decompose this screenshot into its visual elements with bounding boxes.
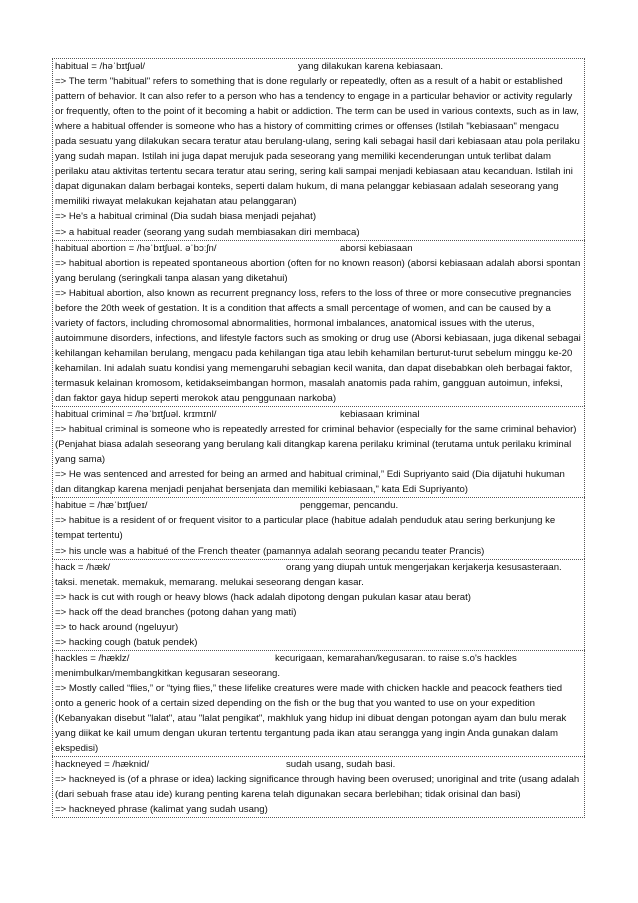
entry-line: => He's a habitual criminal (Dia sudah biasa menjadi pejahat) xyxy=(55,211,317,223)
entry-line: => He was sentenced and arrested for being an armed and habitual criminal,” Edi Supriyanto said (Dia dijatuhi hukuman dan ditangkap karena menjadi penjahat bersenjata dan memiliki kebiasaan," kata Edi Supriyanto) xyxy=(55,469,565,496)
entry-line: => to hack around (ngeluyur) xyxy=(55,621,179,633)
entry-headline xyxy=(55,757,581,772)
entry-line: => hacking cough (batuk pendek) xyxy=(55,636,198,648)
entry-meaning: penggemar, pencandu. xyxy=(300,500,399,512)
entry-line: => habitual criminal is someone who is repeatedly arrested for criminal behavior (especially for the same criminal behavior) (Penjahat biasa adalah seseorang yang berulang kali ditangkap karena perilaku kriminal (terutama untuk perilaku kriminal yang sama) xyxy=(55,424,577,466)
entry-line: => a habitual reader (seorang yang sudah membiasakan diri membaca) xyxy=(55,226,360,238)
entry-term: hack = /hæk/ xyxy=(55,561,111,573)
entry-line: => Mostly called “flies,” or “tying flies,” these lifelike creatures were made with chicken hackle and peacock feathers tied onto a generic hook of a certain sized depending on the fish or the bug that you wanted to use on your expedition (Kebanyakan disebut "lalat", atau "lalat pengikat", makhluk yang hidup ini dibuat dengan potongan ayam dan bulu merak yang diikat ke kail umum dengan ukuran tertentu tergantung pada ikan atau serangga yang ingin Anda gunakan dalam ekspedisi) xyxy=(55,682,567,755)
entry-line: => his uncle was a habitué of the French theater (pamannya adalah seorang pecandu teater Prancis) xyxy=(55,545,485,557)
entry-meaning: kecurigaan, kemarahan/kegusaran. to raise s.o's hackles xyxy=(275,652,517,664)
entry-line: => The term "habitual" refers to something that is done regularly or repeatedly, often as a result of a habit or established pattern of behavior. It can also refer to a person who has a tendency to engage in a particular behavior or activity regularly or frequently, often to the point of it becoming a habit or addiction. The term can be used in various contexts, such as in law, where a habitual offender is someone who has a history of committing crimes or offenses (Istilah "kebiasaan" mengacu pada sesuatu yang dilakukan secara teratur atau berulang-ulang, sering kali sebagai hasil dari kebiasaan atau pola perilaku yang sudah mapan. Istilah ini juga dapat merujuk pada seseorang yang memiliki kecenderungan untuk terlibat dalam perilaku atau aktivitas tertentu secara teratur atau sering, sering kali sampai menjadi kebiasaan atau kecanduan. Istilah ini dapat digunakan dalam berbagai konteks, seperti dalam hukum, di mana pelanggar kebiasaan adalah seseorang yang memiliki riwayat melakukan kejahatan atau pelanggaran) xyxy=(55,76,580,208)
entry-headline xyxy=(55,241,581,256)
entry-meaning: orang yang diupah untuk mengerjakan kerjakerja kesusasteraan. xyxy=(286,561,562,573)
dictionary-entry xyxy=(52,58,585,240)
entry-line: => hackneyed is (of a phrase or idea) lacking significance through having been overused; unoriginal and trite (usang adalah (dari sebuah frase atau ide) kurang penting karena telah digunakan secara berlebihan; tidak orisinal dan basi) xyxy=(55,774,580,801)
entry-meaning: kebiasaan kriminal xyxy=(340,409,420,421)
dictionary-entry xyxy=(52,756,585,818)
entry-line: => Habitual abortion, also known as recurrent pregnancy loss, refers to the loss of three or more consecutive pregnancies before the 20th week of gestation. It is a condition that affects a small percentage of women, and can be caused by a variety of factors, including chromosomal abnormalities, hormonal imbalances, anatomical issues with the uterus, autoimmune disorders, infections, and lifestyle factors such as smoking or drug use (Aborsi kebiasaan, juga dikenal sebagai kehilangan kehamilan berulang, mengacu pada kehilangan tiga atau lebih kehamilan berturut-turut sebelum minggu ke-20 kehamilan. Ini adalah suatu kondisi yang memengaruhi sebagian kecil wanita, dan dapat disebabkan oleh berbagai faktor, termasuk kelainan kromosom, ketidakseimbangan hormon, masalah anatomis pada rahim, gangguan autoimun, infeksi, dan faktor gaya hidup seperti merokok atau penggunaan narkoba) xyxy=(55,287,581,405)
dictionary-entry xyxy=(52,497,585,558)
entry-line: taksi. menetak. memakuk, memarang. melukai seseorang dengan kasar. xyxy=(55,576,364,588)
entry-line: => habitue is a resident of or frequent visitor to a particular place (habitue adalah penduduk atau sering berkunjung ke tempat tertentu) xyxy=(55,515,556,542)
entry-term: hackles = /hæklz/ xyxy=(55,652,130,664)
entry-line: menimbulkan/membangkitkan kegusaran seseorang. xyxy=(55,667,281,679)
entry-term: habitual abortion = /həˈbɪtʃuəl. əˈbɔːʃn/ xyxy=(55,242,217,254)
entry-line: => hackneyed phrase (kalimat yang sudah usang) xyxy=(55,804,268,816)
entry-meaning: sudah usang, sudah basi. xyxy=(286,759,396,771)
entry-meaning: yang dilakukan karena kebiasaan. xyxy=(298,61,444,72)
dictionary-entry xyxy=(52,240,585,407)
dictionary-entry xyxy=(52,406,585,497)
entry-line: => hack off the dead branches (potong dahan yang mati) xyxy=(55,606,297,618)
entry-headline xyxy=(55,651,581,666)
entry-line: => habitual abortion is repeated spontaneous abortion (often for no known reason) (aborsi kebiasaan adalah aborsi spontan yang berulang (seringkali tanpa alasan yang diketahui) xyxy=(55,257,581,284)
entry-headline xyxy=(55,498,581,513)
entry-term: habitual criminal = /həˈbɪtʃuəl. krɪmɪnl/ xyxy=(55,409,217,421)
dictionary-entry xyxy=(52,559,585,650)
dictionary-page xyxy=(52,58,585,818)
entry-headline xyxy=(55,59,581,74)
entry-term: hackneyed = /hæknid/ xyxy=(55,759,150,771)
entry-headline xyxy=(55,560,581,575)
entry-meaning: aborsi kebiasaan xyxy=(340,242,413,254)
dictionary-entry xyxy=(52,650,585,756)
entry-line: => hack is cut with rough or heavy blows (hack adalah dipotong dengan pukulan kasar atau berat) xyxy=(55,591,471,603)
entry-term: habitue = /hæˈbɪtʃueɪ/ xyxy=(55,500,148,512)
entry-headline xyxy=(55,407,581,422)
entry-term: habitual = /həˈbɪtʃuəl/ xyxy=(55,61,146,72)
